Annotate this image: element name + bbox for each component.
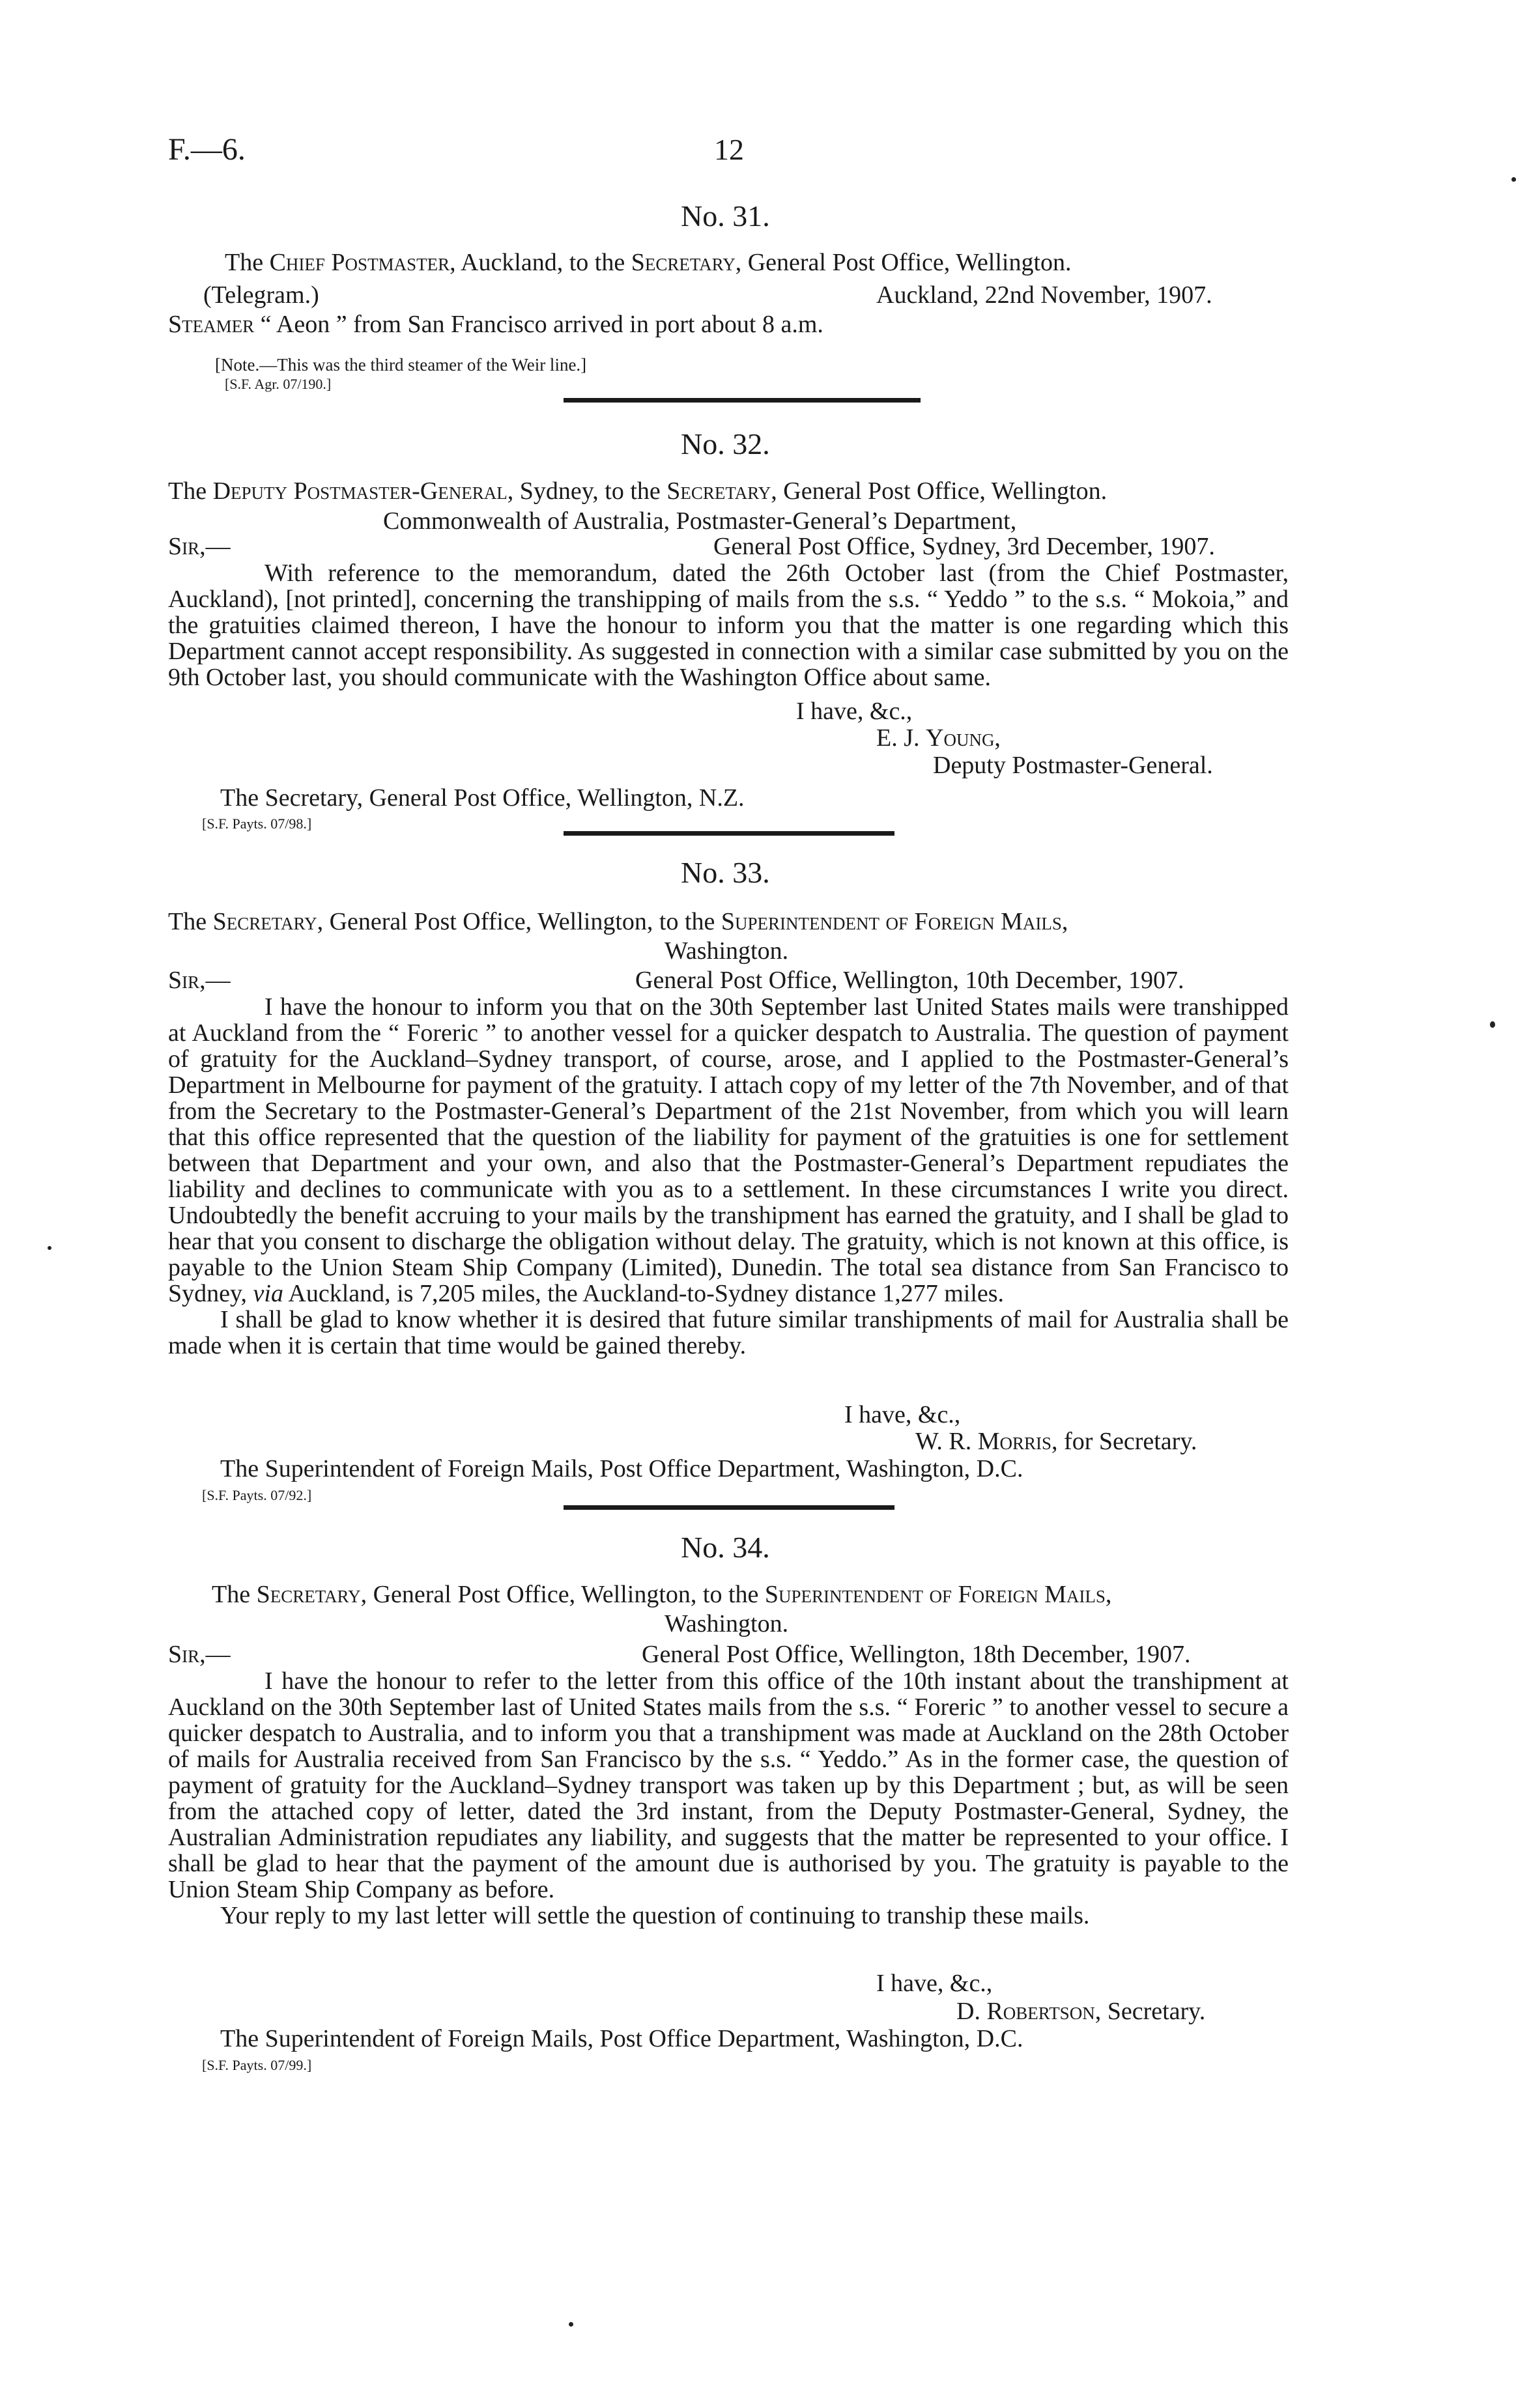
item-33-place-date: General Post Office, Wellington, 10th December, 1907. xyxy=(635,967,1184,994)
scan-speck xyxy=(569,2322,573,2327)
item-34-heading: The Secretary, General Post Office, Wellington, to the Superintendent of Foreign Mails, xyxy=(212,1581,1112,1608)
item-33-salutation: Sir,— xyxy=(168,967,231,994)
item-31-body: Steamer “ Aeon ” from San Francisco arrived in port about 8 a.m. xyxy=(168,311,823,338)
series-code: F.—6. xyxy=(168,132,246,167)
item-31-reference: [S.F. Agr. 07/190.] xyxy=(225,376,332,392)
item-34-body: I have the honour to refer to the letter from this office of the 10th instant about the transhipment at Auckland on the 30th September last of United States mails from the s.s. “ Foreric ” to another vessel to secure a quicker despatch to Australia, and to inform you that a transhipment was made at Auckland on the 28th October of mails for Australia received from San Francisco by the s.s. “ Yeddo.” As in the former case, the question of payment of gratuity for the Auckland–Sydney transport was taken up by this Department ; but, as will be seen from the attached copy of letter, dated the 3rd instant, from the Deputy Postmaster-General, Sydney, the Australian Administration repudiates any liability, and suggests that the matter be represented to your office. I shall be glad to hear that the payment of the amount due is authorised by you. The gratuity is payable to the Union Steam Ship Company as before. Your reply to my last letter will settle the question of continuing to tranship these mails. xyxy=(168,1667,1289,1929)
item-33-signature: W. R. Morris, for Secretary. xyxy=(915,1428,1197,1455)
item-33-number: No. 33. xyxy=(681,856,770,889)
item-34-place-date: General Post Office, Wellington, 18th December, 1907. xyxy=(642,1641,1191,1668)
separator-rule xyxy=(564,398,921,403)
item-32-body: With reference to the memorandum, dated the 26th October last (from the Chief Postmaster, Auckland), [not printed], concerning the transhipping of mails from the s.s. “ Yeddo ” to the s.s. “ Mokoia,” and the gratuities claimed thereon, I have the honour to inform you that the matter is one regarding which this Department cannot accept responsibility. As suggested in connection with a similar case submitted by you on the 9th October last, you should communicate with the Washington Office about same. xyxy=(168,560,1289,691)
item-33-heading: The Secretary, General Post Office, Wellington, to the Superintendent of Foreign Mails, xyxy=(168,908,1068,935)
item-32-number: No. 32. xyxy=(681,427,770,460)
separator-rule xyxy=(564,831,894,836)
item-32-closing: I have, &c., xyxy=(796,698,913,725)
item-34-salutation: Sir,— xyxy=(168,1641,231,1668)
item-31-note: [Note.—This was the third steamer of the Weir line.] xyxy=(215,355,587,375)
item-34-heading-line2: Washington. xyxy=(665,1610,789,1637)
item-32-letterhead: Commonwealth of Australia, Postmaster-General’s Department, xyxy=(383,507,1017,535)
item-32-reference: [S.F. Payts. 07/98.] xyxy=(202,815,312,832)
item-31-heading: The Chief Postmaster, Auckland, to the Secretary, General Post Office, Wellington. xyxy=(225,249,1072,276)
item-33-body: I have the honour to inform you that on the 30th September last United States mails were transhipped at Auckland from the “ Foreric ” to another vessel for a quicker despatch to Australia. The question of payment of gratuity for the Auckland–Sydney transport, of course, arose, and I applied to the Postmaster-General’s Department in Melbourne for payment of the gratuity. I attach copy of my letter of the 7th November, and of that from the Secretary to the Postmaster-General’s Department of the 21st November, from which you will learn that this office represented that the question of the liability for payment of the gratuities is one for settlement between that Department and your own, and also that the Postmaster-General’s Department repudiates the liability and declines to communicate with you as to a settlement. In these circumstances I write you direct. Undoubtedly the benefit accruing to your mails by the transhipment has earned the gratuity, and I shall be glad to hear that you consent to discharge the obligation without delay. The gratuity, which is not known at this office, is payable to the Union Steam Ship Company (Limited), Dunedin. The total sea distance from San Francisco to Sydney, via Auckland, is 7,205 miles, the Auckland-to-Sydney distance 1,277 miles. I shall be glad to know whether it is desired that future similar transhipments of mail for Australia shall be made when it is certain that time would be gained thereby. xyxy=(168,993,1289,1359)
scan-speck xyxy=(1511,177,1516,182)
item-32-heading: The Deputy Postmaster-General, Sydney, to the Secretary, General Post Office, Wellington. xyxy=(168,477,1108,505)
scan-speck xyxy=(48,1246,51,1250)
item-34-closing: I have, &c., xyxy=(876,1970,993,1997)
item-31-number: No. 31. xyxy=(681,199,770,233)
item-33-reference: [S.F. Payts. 07/92.] xyxy=(202,1487,312,1503)
item-34-signature: D. Robertson, Secretary. xyxy=(956,1998,1206,2025)
item-34-addressee: The Superintendent of Foreign Mails, Post Office Department, Washington, D.C. xyxy=(220,2025,1023,2052)
separator-rule xyxy=(564,1505,894,1510)
item-34-number: No. 34. xyxy=(681,1531,770,1564)
item-32-place-date: General Post Office, Sydney, 3rd December, 1907. xyxy=(713,533,1215,560)
item-31-place-date: Auckland, 22nd November, 1907. xyxy=(876,281,1212,309)
item-31-kind: (Telegram.) xyxy=(203,281,319,309)
item-32-addressee: The Secretary, General Post Office, Wellington, N.Z. xyxy=(220,784,745,812)
item-33-heading-line2: Washington. xyxy=(665,937,789,965)
item-34-reference: [S.F. Payts. 07/99.] xyxy=(202,2057,312,2073)
item-32-signature: E. J. Young, xyxy=(876,724,1001,752)
item-33-addressee: The Superintendent of Foreign Mails, Post Office Department, Washington, D.C. xyxy=(220,1455,1023,1482)
item-32-signature-title: Deputy Postmaster-General. xyxy=(933,752,1213,779)
item-33-closing: I have, &c., xyxy=(844,1401,961,1428)
scan-speck xyxy=(1490,1021,1495,1028)
page-number: 12 xyxy=(714,133,744,166)
item-32-salutation: Sir,— xyxy=(168,533,231,560)
